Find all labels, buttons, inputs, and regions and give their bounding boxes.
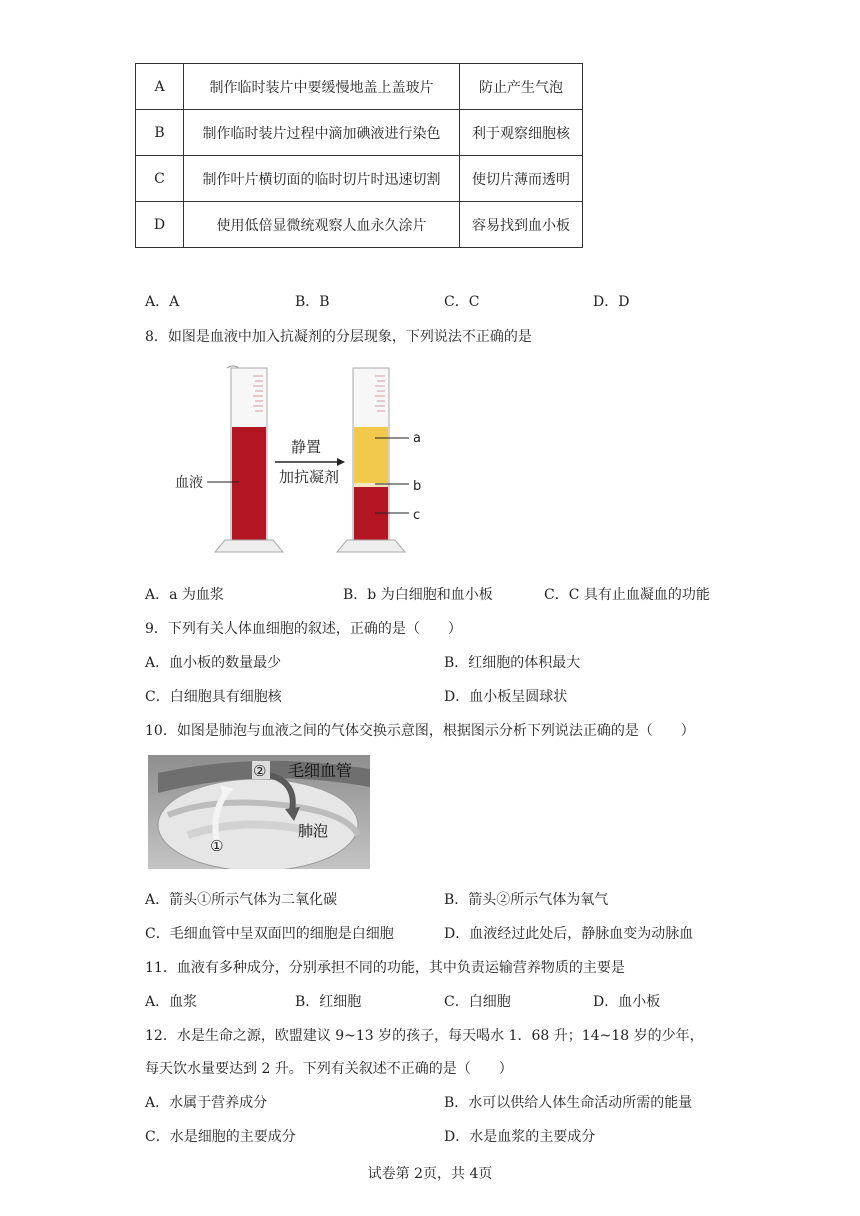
q7-options-table (135, 63, 583, 248)
q12-option-b[interactable]: B．水可以供给人体生命活动所需的能量 (444, 1095, 693, 1111)
capillary-label: 毛细血管 (288, 761, 353, 780)
row-key: D (136, 202, 184, 248)
q8-stem: 8．如图是血液中加入抗凝剂的分层现象，下列说法不正确的是 (145, 329, 532, 345)
page-footer: 试卷第 2页，共 4页 (367, 1166, 493, 1182)
row-key: C (136, 156, 184, 202)
blood-stratification-figure (165, 360, 455, 560)
q9-option-d[interactable]: D．血小板呈圆球状 (444, 689, 568, 705)
table-row (136, 202, 583, 248)
alveolus-label: 肺泡 (298, 822, 329, 840)
layer-a-label: a (413, 431, 421, 446)
gas-exchange-figure (148, 755, 370, 869)
row-purpose: 容易找到血小板 (460, 202, 583, 248)
q7-option-c[interactable]: C．C (444, 294, 480, 310)
row-purpose: 防止产生气泡 (460, 64, 583, 110)
q9-stem: 9．下列有关人体血细胞的叙述，正确的是（ ） (145, 621, 462, 637)
table-row (136, 110, 583, 156)
marker-1-label: ① (210, 837, 224, 855)
q12-stem-line2: 每天饮水量要达到 2 升。下列有关叙述不正确的是（ ） (145, 1061, 513, 1077)
q8-option-c[interactable]: C．C 具有止血凝血的功能 (544, 587, 710, 603)
table-row (136, 64, 583, 110)
q7-option-b[interactable]: B．B (295, 294, 330, 310)
q7-option-d[interactable]: D．D (593, 294, 630, 310)
layer-b-label: b (413, 479, 422, 494)
q10-option-c[interactable]: C．毛细血管中呈双面凹的细胞是白细胞 (145, 926, 394, 942)
q8-option-a[interactable]: A．a 为血浆 (145, 587, 224, 603)
row-key: B (136, 110, 184, 156)
row-key: A (136, 64, 184, 110)
q12-stem-line1: 12．水是生命之源，欧盟建议 9~13 岁的孩子，每天喝水 1．68 升；14~18 岁的少年， (145, 1028, 704, 1044)
arrow-label-top: 静置 (291, 438, 322, 456)
q9-option-a[interactable]: A．血小板的数量最少 (145, 655, 282, 671)
q12-option-c[interactable]: C．水是细胞的主要成分 (145, 1129, 296, 1145)
q11-stem: 11．血液有多种成分，分别承担不同的功能，其中负责运输营养物质的主要是 (145, 960, 625, 976)
q8-option-b[interactable]: B．b 为白细胞和血小板 (343, 587, 493, 603)
arrow-label-bottom: 加抗凝剂 (279, 468, 340, 486)
blood-label: 血液 (175, 475, 203, 491)
plasma-layer (354, 427, 388, 483)
left-cylinder (215, 366, 283, 552)
q11-option-d[interactable]: D．血小板 (593, 994, 661, 1010)
row-purpose: 使切片薄而透明 (460, 156, 583, 202)
q10-option-d[interactable]: D．血液经过此处后，静脉血变为动脉血 (444, 926, 694, 942)
q9-option-b[interactable]: B．红细胞的体积最大 (444, 655, 581, 671)
blood-column (232, 427, 266, 540)
marker-2-label: ② (253, 762, 267, 780)
q11-option-b[interactable]: B．红细胞 (295, 994, 362, 1010)
q10-option-a[interactable]: A．箭头①所示气体为二氧化碳 (145, 892, 338, 908)
q12-option-d[interactable]: D．水是血浆的主要成分 (444, 1129, 596, 1145)
row-purpose: 利于观察细胞核 (460, 110, 583, 156)
q11-option-a[interactable]: A．血浆 (145, 994, 198, 1010)
q7-option-a[interactable]: A．A (145, 294, 180, 310)
q9-option-c[interactable]: C．白细胞具有细胞核 (145, 689, 282, 705)
row-operation: 制作叶片横切面的临时切片时迅速切割 (184, 156, 460, 202)
row-operation: 使用低倍显微统观察人血永久涂片 (184, 202, 460, 248)
row-operation: 制作临时装片中要缓慢地盖上盖玻片 (184, 64, 460, 110)
q11-option-c[interactable]: C．白细胞 (444, 994, 511, 1010)
row-operation: 制作临时装片过程中滴加碘液进行染色 (184, 110, 460, 156)
right-cylinder (337, 368, 405, 552)
layer-c-label: c (413, 508, 421, 523)
q10-stem: 10．如图是肺泡与血液之间的气体交换示意图，根据图示分析下列说法正确的是（ ） (145, 723, 695, 739)
table-row (136, 156, 583, 202)
q10-option-b[interactable]: B．箭头②所示气体为氧气 (444, 892, 609, 908)
q12-option-a[interactable]: A．水属于营养成分 (145, 1095, 268, 1111)
